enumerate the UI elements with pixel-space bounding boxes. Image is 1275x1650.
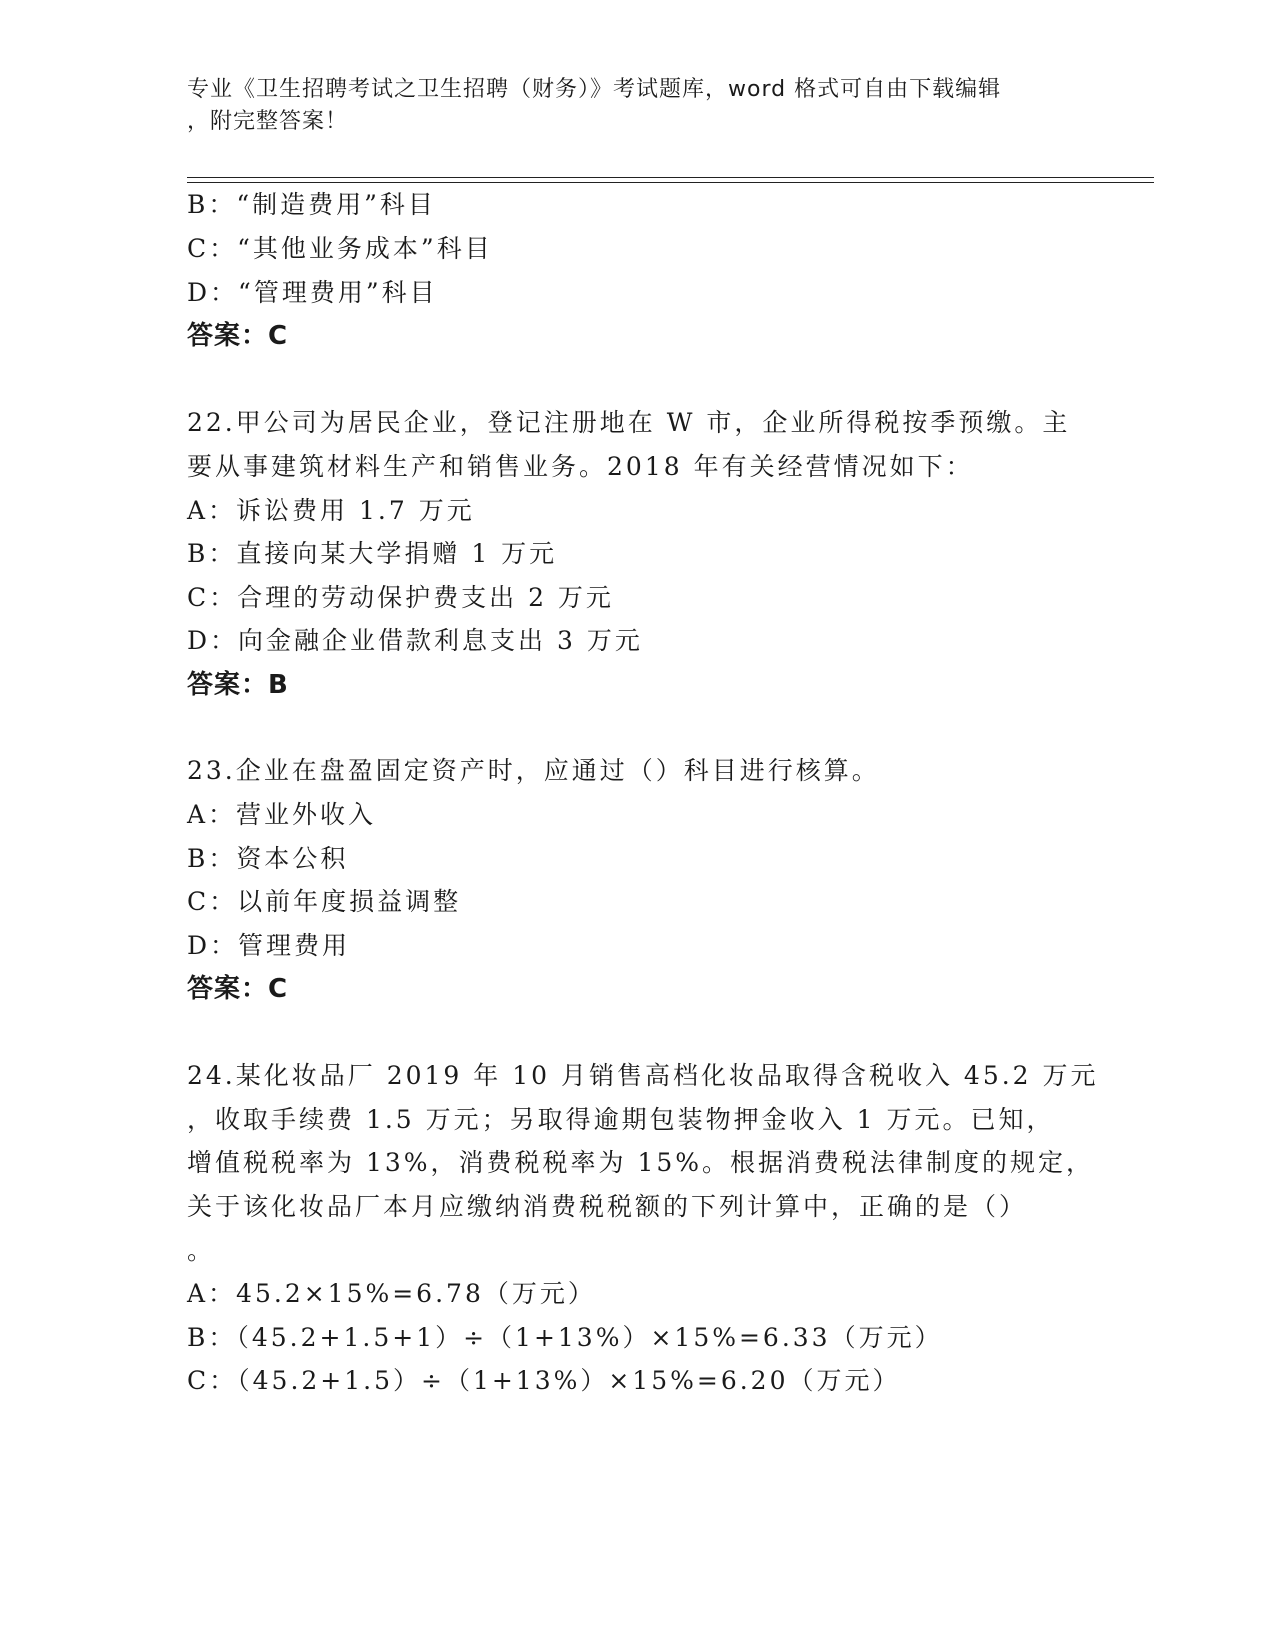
q22-answer: 答案：B bbox=[187, 670, 289, 700]
q23-answer: 答案：C bbox=[187, 974, 289, 1004]
q21-answer: 答案：C bbox=[187, 321, 289, 351]
q22-stem-line-2: 要从事建筑材料生产和销售业务。2018 年有关经营情况如下： bbox=[187, 452, 974, 481]
header-line-1: 专业《卫生招聘考试之卫生招聘（财务）》考试题库，word 格式可自由下载编辑 bbox=[187, 77, 1002, 102]
q24-option-b: B：（45.2+1.5+1）÷（1+13%）×15%=6.33（万元） bbox=[187, 1323, 943, 1352]
q22-option-a: A：诉讼费用 1.7 万元 bbox=[187, 496, 475, 525]
q24-option-c: C：（45.2+1.5）÷（1+13%）×15%=6.20（万元） bbox=[187, 1366, 901, 1395]
q21-option-b: B：“制造费用”科目 bbox=[187, 190, 436, 219]
header-divider-bottom bbox=[187, 182, 1154, 183]
q24-stem-line-3: 增值税税率为 13%，消费税税率为 15%。根据消费税法律制度的规定， bbox=[187, 1148, 1095, 1177]
document-header bbox=[187, 74, 1087, 138]
q22-option-d: D：向金融企业借款利息支出 3 万元 bbox=[187, 626, 643, 655]
q24-stem-line-4: 关于该化妆品厂本月应缴纳消费税税额的下列计算中，正确的是（） bbox=[187, 1192, 1028, 1221]
q24-stem-line-1: 24.某化妆品厂 2019 年 10 月销售高档化妆品取得含税收入 45.2 万元 bbox=[187, 1061, 1099, 1090]
q21-option-d: D：“管理费用”科目 bbox=[187, 278, 438, 307]
q23-option-d: D：管理费用 bbox=[187, 931, 351, 960]
q24-stem-line-5: 。 bbox=[187, 1236, 216, 1265]
q21-option-c: C：“其他业务成本”科目 bbox=[187, 234, 493, 263]
q23-option-a: A：营业外收入 bbox=[187, 800, 377, 829]
q23-option-c: C：以前年度损益调整 bbox=[187, 887, 462, 916]
q22-option-c: C：合理的劳动保护费支出 2 万元 bbox=[187, 583, 614, 612]
header-line-2: ，附完整答案！ bbox=[187, 109, 349, 134]
q24-stem-line-2: ，收取手续费 1.5 万元；另取得逾期包装物押金收入 1 万元。已知， bbox=[187, 1105, 1055, 1134]
header-divider-top bbox=[187, 177, 1154, 178]
q22-stem-line-1: 22.甲公司为居民企业，登记注册地在 W 市，企业所得税按季预缴。主 bbox=[187, 408, 1071, 437]
q23-option-b: B：资本公积 bbox=[187, 844, 349, 873]
q24-option-a: A：45.2×15%=6.78（万元） bbox=[187, 1279, 596, 1308]
q23-stem-line-1: 23.企业在盘盈固定资产时，应通过（）科目进行核算。 bbox=[187, 756, 880, 785]
q22-option-b: B：直接向某大学捐赠 1 万元 bbox=[187, 539, 558, 568]
